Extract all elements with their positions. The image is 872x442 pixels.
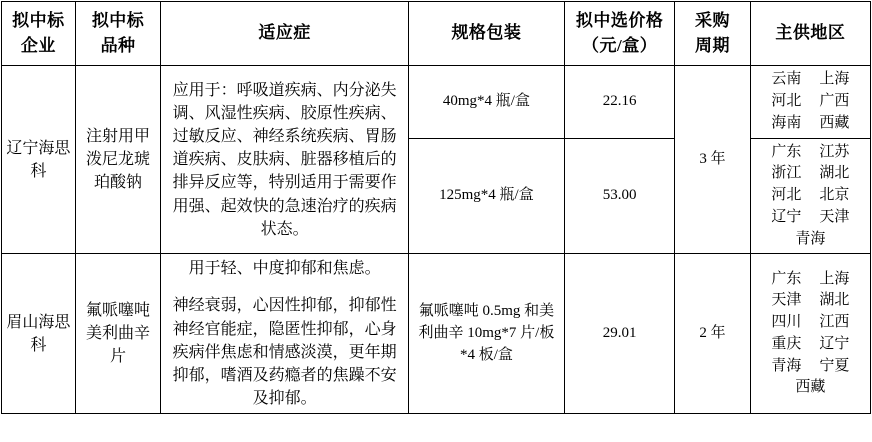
cell-spec: 125mg*4 瓶/盒: [408, 138, 564, 254]
table-row: [2, 66, 871, 138]
region-list: [755, 142, 866, 251]
cell-variety: 注射用甲泼尼龙琥珀酸钠: [75, 66, 161, 254]
header-cycle-line2: 周期: [695, 35, 730, 55]
cell-region: [750, 138, 870, 254]
header-spec: [408, 2, 564, 66]
region-list: [755, 269, 866, 400]
header-variety-line2: 品种: [100, 35, 136, 55]
cell-region: [750, 66, 870, 138]
region-item: 广东: [771, 270, 802, 287]
region-item: 辽宁: [819, 335, 850, 352]
region-item: 西藏: [819, 114, 850, 131]
cell-company: 辽宁海思科: [2, 66, 76, 254]
region-item: 河北: [771, 93, 802, 110]
indication-paragraph-1: 用于轻、中度抑郁和焦虑。: [188, 260, 381, 278]
region-item: 湖北: [819, 165, 850, 182]
header-company-line2: 企业: [20, 35, 56, 55]
region-item: 青海: [795, 230, 826, 247]
cell-region: [750, 254, 870, 414]
region-item: 天津: [771, 292, 802, 309]
region-item: 云南: [771, 71, 802, 88]
header-company: [2, 2, 76, 66]
cell-spec: 氟哌噻吨 0.5mg 和美利曲辛 10mg*7 片/板*4 板/盒: [408, 254, 564, 414]
table-body: [2, 66, 871, 414]
region-item: 上海: [819, 71, 850, 88]
region-item: 上海: [819, 270, 850, 287]
region-item: 广西: [819, 93, 850, 110]
region-item: 西藏: [795, 379, 826, 396]
cell-price: 22.16: [565, 66, 675, 138]
cell-company: 眉山海思科: [2, 254, 76, 414]
header-price: [565, 2, 675, 66]
region-item: 天津: [819, 208, 850, 225]
header-region-line1: 主供地区: [775, 23, 846, 43]
bid-results-table: [1, 1, 871, 414]
header-price-line1: 拟中选价格: [575, 11, 664, 30]
region-item: 江西: [819, 314, 850, 331]
table-row: [2, 254, 871, 414]
header-spec-line1: 规格包装: [451, 23, 522, 43]
region-item: 江苏: [819, 143, 850, 160]
header-variety-line1: 拟中标: [91, 11, 145, 30]
cell-variety: 氟哌噻吨美利曲辛片: [75, 254, 161, 414]
table-header: [2, 2, 871, 66]
header-row: [2, 2, 871, 66]
header-indication: [161, 2, 408, 66]
header-price-line2: （元/盒）: [582, 35, 658, 55]
region-item: 青海: [771, 357, 802, 374]
header-region: [750, 2, 870, 66]
region-item: 海南: [771, 114, 802, 131]
header-variety: [75, 2, 161, 66]
cell-indication: [161, 254, 408, 414]
region-item: 湖北: [819, 292, 850, 309]
region-item: 辽宁: [771, 208, 802, 225]
header-indication-line1: 适应症: [258, 23, 311, 43]
cell-price: 29.01: [565, 254, 675, 414]
region-item: 广东: [771, 143, 802, 160]
region-list: [755, 69, 866, 134]
cell-cycle: 2 年: [675, 254, 751, 414]
region-item: 浙江: [771, 165, 802, 182]
cell-spec: 40mg*4 瓶/盒: [408, 66, 564, 138]
header-cycle: [675, 2, 751, 66]
region-item: 北京: [819, 187, 850, 204]
cell-cycle: 3 年: [675, 66, 751, 254]
region-item: 四川: [771, 314, 802, 331]
cell-price: 53.00: [565, 138, 675, 254]
header-cycle-line1: 采购: [695, 11, 730, 30]
region-item: 重庆: [771, 335, 802, 352]
region-item: 河北: [771, 187, 802, 204]
cell-indication: 应用于：呼吸道疾病、内分泌失调、风湿性疾病、胶原性疾病、过敏反应、神经系统疾病、胃肠道疾病、皮肤病、脏器移植后的排异反应等，特别适用于需要作用强、起效快的急速治疗的疾病状态。: [161, 66, 408, 254]
region-item: 宁夏: [819, 357, 850, 374]
header-company-line1: 拟中标: [12, 11, 65, 30]
indication-paragraph-2: 神经衰弱，心因性抑郁，抑郁性神经官能症，隐匿性抑郁，心身疾病伴焦虑和情感淡漠，更年期抑郁，嗜酒及药瘾者的焦躁不安及抑郁。: [172, 297, 397, 408]
